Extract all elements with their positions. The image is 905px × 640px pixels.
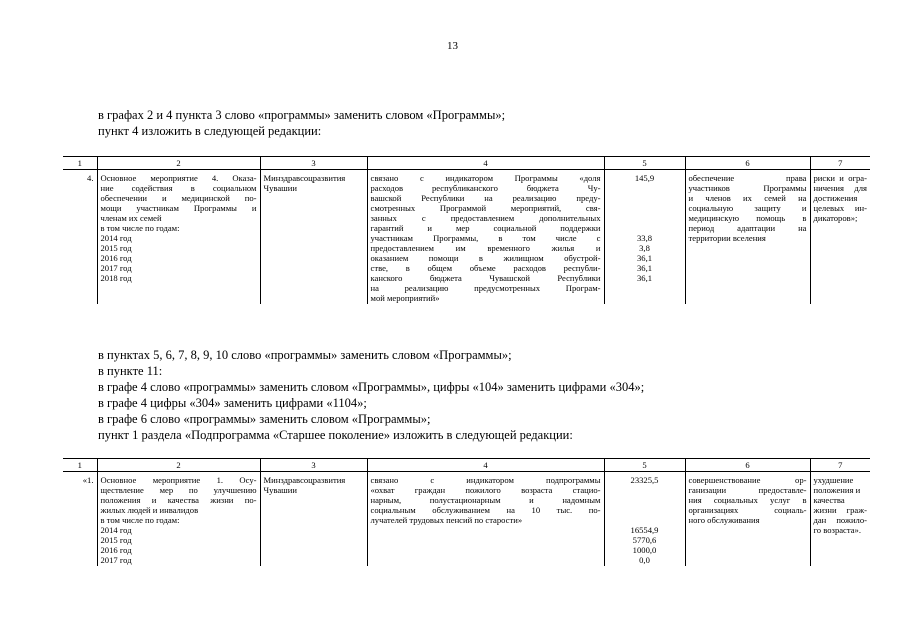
col-header-7: 7 [810,459,870,472]
row-number: 4. [63,170,97,305]
measure-description: Основное мероприятие 4. Оказа- ние содействия в социальном обеспечении и медицинской по- мощи участникам Программы и членам их семей в том числе по годам: 2014 год 2015 год 2016 год 2017 год 2018 год [97,170,260,305]
funding-2016: 1000,0 [632,545,657,555]
col-header-3: 3 [260,157,367,170]
intro-line-2: пункт 4 изложить в следующей редакции: [98,124,322,138]
funding-2015: 3,8 [639,243,650,253]
measures-table-1 [63,156,870,304]
responsible-executor: Минздравсоцразвития Чувашии [260,170,367,305]
col-header-1: 1 [63,157,97,170]
page-number: 13 [447,40,458,52]
expected-result: обеспечение права участников Программы и членов их семей на социальную защиту и медицинскую помощь в период адаптации на территории вселения [685,170,810,305]
table-row [63,170,870,305]
expected-result: совершенствование ор- ганизации предоставле- ния социальных услуг в организациях социаль- ного обслуживания [685,472,810,567]
funding-2014: 33,8 [636,233,653,243]
funding-2015: 5770,6 [632,535,657,545]
col-header-4: 4 [367,459,604,472]
middle-line-2: в пункте 11: [98,364,163,378]
middle-line-3: в графе 4 слово «программы» заменить словом «Программы», цифры «104» заменить цифрами «304»; [98,380,645,394]
indicator-link: связано с индикатором подпрограммы «охват граждан пожилого возраста стацио- нарным, полустационарным и надомным социальным обслуживанием на 10 тыс. по- лучателей трудовых пенсий по старости» [367,472,604,567]
funding-2017: 36,1 [636,263,653,273]
middle-line-4: в графе 4 цифры «304» заменить цифрами «1104»; [98,396,367,410]
col-header-6: 6 [685,459,810,472]
middle-line-1: в пунктах 5, 6, 7, 8, 9, 10 слово «программы» заменить словом «Программы»; [98,348,512,362]
risks: риски и огра- ничения для достижения целевых ин- дикаторов»; [810,170,870,305]
table-row [63,472,870,567]
col-header-6: 6 [685,157,810,170]
row-number: «1. [63,472,97,567]
measure-description: Основное мероприятие 1. Осу- ществление мер по улучшению положения и качества жизни по- жилых людей и инвалидов в том числе по годам: 2014 год 2015 год 2016 год 2017 год [97,472,260,567]
funding-2016: 36,1 [636,253,653,263]
funding-total: 23325,5 [630,475,659,485]
col-header-2: 2 [97,157,260,170]
col-header-1: 1 [63,459,97,472]
funding-2017: 0,0 [639,555,650,565]
middle-line-6: пункт 1 раздела «Подпрограмма «Старшее поколение» изложить в следующей редакции: [98,428,573,442]
table-header-row [63,459,870,472]
col-header-5: 5 [604,459,685,472]
indicator-link: связано с индикатором Программы «доля расходов республиканского бюджета Чу- вашской Республики на реализацию преду- смотренных Программой мероприятий, свя- занных с предоставлением дополнительных гарантий и мер социальной поддержки участникам Программы, в том числе с предоставлением им временного жилья и оказанием помощи в жилищном обустрой- стве, в общем объеме расходов республи- канского бюджета Чувашской Республики на реализацию предусмотренных Програм- мой мероприятий» [367,170,604,305]
funding-total: 145,9 [634,173,655,183]
middle-line-5: в графе 6 слово «программы» заменить словом «Программы»; [98,412,431,426]
funding-2014: 16554,9 [630,525,659,535]
responsible-executor: Минздравсоцразвития Чувашии [260,472,367,567]
funding-2018: 36,1 [636,273,653,283]
measures-table-2 [63,458,870,566]
funding-amounts [604,472,685,567]
intro-line-1: в графах 2 и 4 пункта 3 слово «программы» заменить словом «Программы»; [98,108,506,122]
col-header-4: 4 [367,157,604,170]
risks: ухудшение положения и качества жизни граж- дан пожило- го возраста». [810,472,870,567]
col-header-2: 2 [97,459,260,472]
col-header-5: 5 [604,157,685,170]
table-header-row [63,157,870,170]
col-header-3: 3 [260,459,367,472]
col-header-7: 7 [810,157,870,170]
funding-amounts [604,170,685,305]
